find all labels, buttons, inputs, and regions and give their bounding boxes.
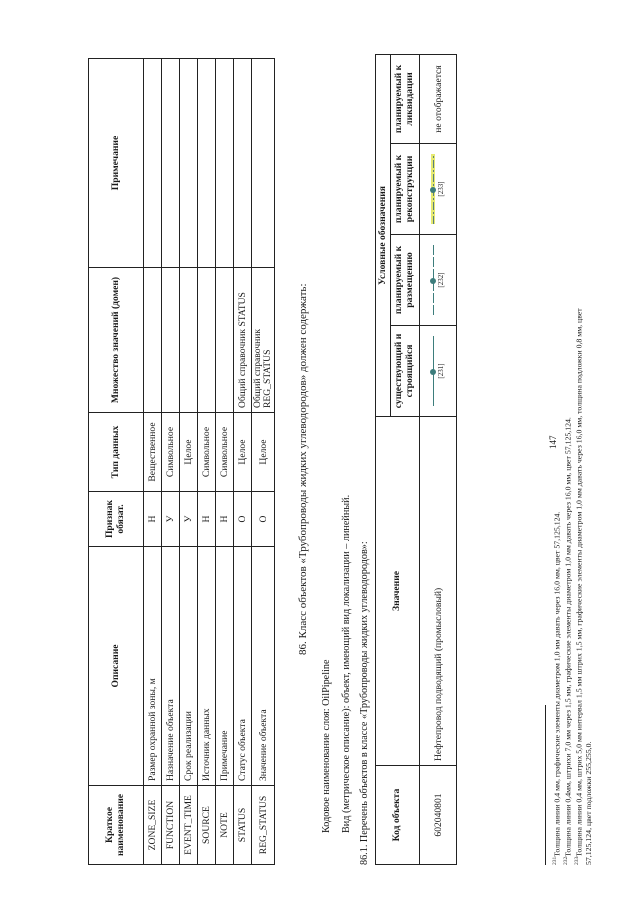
table-row (252, 59, 275, 865)
footnote-number: 232 (563, 856, 569, 865)
cell-data-type: Символьное (198, 413, 216, 492)
cell-note (216, 59, 234, 268)
cell-symbol-reconstruction (420, 144, 457, 235)
cell-note (144, 59, 162, 268)
col-header-liquidation: планируемый к ликвидации (391, 55, 420, 144)
cell-required: Н (216, 492, 234, 547)
cell-data-type: Целое (234, 413, 252, 492)
cell-domain: Общий справочник REG_STATUS (252, 268, 275, 413)
col-header-planned: планируемый к размещению (391, 235, 420, 326)
col-header-note: Примечание (89, 59, 144, 268)
footnote-continuation: 57,125,124, цвет подложки 255,255,0. (584, 741, 593, 865)
page-number: 147 (548, 435, 558, 449)
cell-data-type: Символьное (216, 413, 234, 492)
cell-data-type: Целое (252, 413, 275, 492)
footnote-ref: [232] (436, 272, 445, 288)
cell-note (162, 59, 180, 268)
cell-domain (144, 268, 162, 413)
cell-data-type: Символьное (162, 413, 180, 492)
cell-required: Н (198, 492, 216, 547)
cell-short-name: REG_STATUS (252, 786, 275, 865)
col-header-value: Значение (376, 417, 420, 766)
table-row (198, 59, 216, 865)
cell-description: Срок реализации (180, 547, 198, 786)
cell-required: У (162, 492, 180, 547)
cell-description: Статус объекта (234, 547, 252, 786)
footnote (574, 308, 585, 865)
cell-short-name: EVENT_TIME (180, 786, 198, 865)
cell-short-name: ZONE_SIZE (144, 786, 162, 865)
footnote-divider (545, 705, 546, 865)
cell-description: Значение объекта (252, 547, 275, 786)
table-header-row (376, 55, 391, 865)
col-header-data-type: Тип данных (89, 413, 144, 492)
cell-domain (162, 268, 180, 413)
col-header-domain: Множество значений (домен) (89, 268, 144, 413)
view-type-text: Вид (метрическое описание): объект, имеющий вид локализации – линейный. (341, 494, 352, 833)
table-row (216, 59, 234, 865)
col-header-description: Описание (89, 547, 144, 786)
col-header-required: Признак обязат. (89, 492, 144, 547)
footnote-number: 233 (574, 856, 580, 865)
cell-object-value: Нефтепровод подводящий (промысловый) (420, 417, 457, 766)
table-row (420, 55, 457, 865)
list-heading: 86.1. Перечень объектов в классе «Трубопроводы жидких углеводородов»: (359, 541, 370, 865)
cell-description: Примечание (216, 547, 234, 786)
cell-required: У (180, 492, 198, 547)
table-row (180, 59, 198, 865)
cell-note (252, 59, 275, 268)
cell-symbol-planned (420, 235, 457, 326)
col-header-reconstruction: планируемый к реконструкции (391, 144, 420, 235)
cell-domain (216, 268, 234, 413)
objects-table (375, 54, 457, 865)
cell-short-name: FUNCTION (162, 786, 180, 865)
footnote (563, 417, 574, 865)
cell-description: Источник данных (198, 547, 216, 786)
col-header-existing: существующий и строящийся (391, 326, 420, 417)
cell-note (180, 59, 198, 268)
section-heading: 86. Класс объектов «Трубопроводы жидких углеводородов» должен содержать: (297, 283, 309, 655)
cell-data-type: Целое (180, 413, 198, 492)
attributes-table (88, 58, 275, 865)
cell-symbol-liquidation: не отображается (420, 55, 457, 144)
cell-required: О (234, 492, 252, 547)
table-row (162, 59, 180, 865)
pipeline-planned-symbol (427, 239, 447, 321)
footnote (552, 512, 563, 865)
symbol-dot (430, 187, 436, 193)
cell-domain: Общий справочник STATUS (234, 268, 252, 413)
col-header-short-name: Краткое наименование (89, 786, 144, 865)
cell-note (234, 59, 252, 268)
col-header-code: Код объекта (376, 766, 420, 865)
footnote-text: Толщина линии 0,4мм, штрихи 7,0 мм через 1,5 мм, графические элементы диаметром 1,0 мм давать через 16,0 мм, цвет 57,125,124. (563, 417, 573, 857)
col-header-symbols: Условные обозначения (376, 55, 391, 417)
cell-note (198, 59, 216, 268)
pipeline-reconstruction-symbol (427, 148, 447, 230)
footnote-ref: [231] (436, 363, 445, 379)
cell-domain (198, 268, 216, 413)
cell-symbol-existing (420, 326, 457, 417)
cell-short-name: SOURCE (198, 786, 216, 865)
cell-description: Назначение объекта (162, 547, 180, 786)
footnote-number: 231 (552, 856, 558, 865)
table-row (234, 59, 252, 865)
table-header-row (89, 59, 144, 865)
footnote-ref: [233] (436, 181, 445, 197)
cell-required: О (252, 492, 275, 547)
cell-short-name: NOTE (216, 786, 234, 865)
pipeline-existing-symbol (427, 330, 447, 412)
footnote-text: Толщина линии 0,4 мм, штрих 5,0 мм интервал 1,5 мм штрих 1,5 мм, графические элементы диаметром 1,0 мм давать через 16,0 мм, толщина подложки 0,8 мм, цвет (574, 308, 584, 857)
symbol-dot (430, 278, 436, 284)
cell-data-type: Вещественное (144, 413, 162, 492)
footnote-text: Толщина линии 0,4 мм, графические элементы диаметром 1,0 мм давать через 16,0 мм, цвет 57,125,124. (552, 511, 562, 857)
cell-description: Размер охранной зоны, м (144, 547, 162, 786)
cell-object-code: 602040801 (420, 766, 457, 865)
table-row (144, 59, 162, 865)
cell-required: Н (144, 492, 162, 547)
cell-short-name: STATUS (234, 786, 252, 865)
cell-domain (180, 268, 198, 413)
symbol-dot (430, 369, 436, 375)
layer-code-text: Кодовое наименование слоя: OilPipeline (321, 659, 332, 833)
